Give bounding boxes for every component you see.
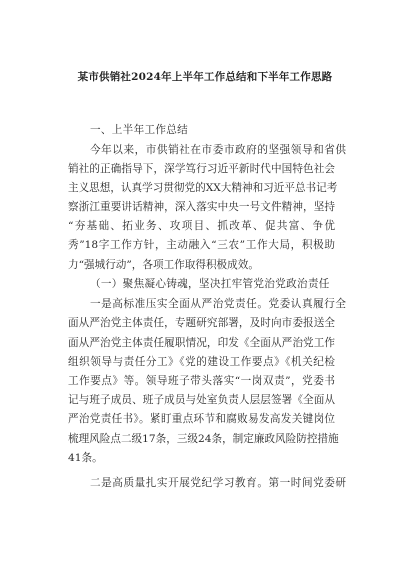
paragraph-line: 梳理风险点二级17条，三级24条，制定廉政风险防控措施 [68, 433, 339, 445]
paragraph-line: 今年以来，市供销社在市委市政府的坚强领导和省供 [90, 144, 346, 156]
paragraph-line: 主义思想，认真学习贯彻党的XX大精神和习近平总书记考 [68, 182, 338, 194]
subsection-heading: （一）聚焦凝心铸魂，坚决扛牢管党治党政治责任 [90, 278, 330, 290]
paragraph-line: 秀”18字工作方针，主动融入“三农”工作大局，积极助 [68, 239, 335, 251]
paragraph-line: 面从严治党主体责任履职情况，印发《全面从严治党工作 [68, 337, 335, 349]
paragraph-line: 面从严治党主体责任，专题研究部署，及时向市委报送全 [68, 317, 335, 329]
paragraph-line: 二是高质量扎实开展党纪学习教育。第一时间党委研 [90, 477, 346, 489]
paragraph-line: 工作要点》等。领导班子带头落实“一岗双责”，党委书 [68, 375, 335, 387]
section-heading: 一、上半年工作总结 [90, 124, 189, 136]
document-title: 某市供销社2024年上半年工作总结和下半年工作思路 [77, 71, 333, 83]
paragraph-line: “夯基础、拓业务、攻项目、抓改革、促共富、争优 [68, 220, 335, 232]
paragraph-line: 组织领导与责任分工》《党的建设工作要点》《机关纪检 [68, 356, 335, 368]
paragraph-line: 力“强城行动”，各项工作取得积极成效。 [68, 259, 259, 271]
paragraph-line: 一是高标准压实全面从严治党责任。党委认真履行全 [90, 298, 346, 310]
paragraph-line: 严治党责任书》。紧盯重点环节和腐败易发高发关键岗位 [68, 413, 335, 425]
paragraph-line: 记与班子成员、班子成员与处室负责人层层签署《全面从 [68, 394, 335, 406]
paragraph-line: 41条。 [68, 452, 103, 464]
paragraph-line: 察浙江重要讲话精神，深入落实中央一号文件精神，坚持 [68, 201, 335, 213]
paragraph-line: 销社的正确指导下，深学笃行习近平新时代中国特色社会 [68, 163, 335, 175]
